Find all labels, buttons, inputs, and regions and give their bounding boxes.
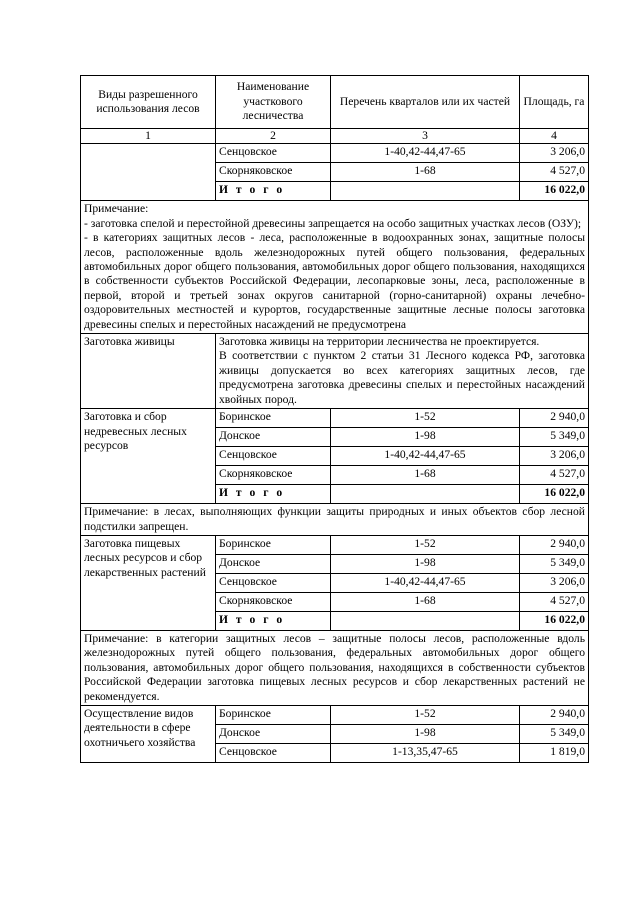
total-label: И т о г о [216, 485, 331, 504]
district-name: Донское [216, 428, 331, 447]
total-area: 16 022,0 [520, 611, 589, 630]
header-usage-type: Виды разрешенного использования лесов [81, 76, 216, 129]
table-row [81, 144, 589, 163]
district-name: Сенцовское [216, 573, 331, 592]
header-district-name: Наименование участкового лесничества [216, 76, 331, 129]
column-number: 4 [520, 129, 589, 144]
quarters: 1-98 [331, 554, 520, 573]
document-page [80, 75, 588, 763]
usage-type: Заготовка и сбор недревесных лесных ресурсов [81, 409, 216, 504]
total-label: И т о г о [216, 611, 331, 630]
area: 4 527,0 [520, 592, 589, 611]
district-name: Скорняковское [216, 466, 331, 485]
column-number: 3 [331, 129, 520, 144]
header-area: Площадь, га [520, 76, 589, 129]
area: 2 940,0 [520, 705, 589, 724]
area: 5 349,0 [520, 428, 589, 447]
note-line: - заготовка спелой и перестойной древесины запрещается на особо защитных участках лесов (ОЗУ); [84, 216, 582, 230]
quarters: 1-98 [331, 724, 520, 743]
district-name: Боринское [216, 535, 331, 554]
column-number: 2 [216, 129, 331, 144]
area: 2 940,0 [520, 409, 589, 428]
resin-row [81, 334, 589, 409]
usage-type: Осуществление видов деятельности в сфере охотничьего хозяйства [81, 705, 216, 762]
area: 4 527,0 [520, 163, 589, 182]
area: 5 349,0 [520, 724, 589, 743]
area: 5 349,0 [520, 554, 589, 573]
district-name: Донское [216, 554, 331, 573]
usage-type: Заготовка живицы [81, 334, 216, 409]
forest-use-table [80, 75, 589, 763]
note-row [81, 630, 589, 705]
total-area: 16 022,0 [520, 182, 589, 201]
note-food: Примечание: в категории защитных лесов – защитные полосы лесов, расположенные вдоль железнодорожных путей общего пользования, федеральных автомобильных дорог общего пользования, автомобильных дорог общего пользования, находящихся в собственности субъектов Российской Федерации заготовка пищевых лесных ресурсов и сбор лекарственных растений не рекомендуется. [81, 630, 589, 705]
quarters: 1-68 [331, 466, 520, 485]
table-header-row [81, 76, 589, 129]
quarters: 1-52 [331, 535, 520, 554]
note-row [81, 504, 589, 536]
area: 3 206,0 [520, 573, 589, 592]
district-name: Боринское [216, 705, 331, 724]
note-line: - в категориях защитных лесов - леса, расположенные в водоохранных зонах, защитные полосы лесов, расположенные вдоль железнодорожных путей общего пользования, федеральных автомобильных дорог общего пользования, автомобильных дорог общего пользования, находящихся в собственности субъектов Российской Федерации, лесопарковые зоны, леса, расположенные в первой, второй и третьей зонах округов санитарной (горно-санитарной) охраны лечебно-оздоровительных местностей и курортов, государственные защитные лесные полосы заготовка древесины спелых и перестойных насаждений не предусмотрена [84, 231, 585, 331]
header-quarters-list: Перечень кварталов или их частей [331, 76, 520, 129]
area: 2 940,0 [520, 535, 589, 554]
area: 4 527,0 [520, 466, 589, 485]
district-name: Донское [216, 724, 331, 743]
quarters: 1-98 [331, 428, 520, 447]
quarters: 1-13,35,47-65 [331, 743, 520, 762]
table-row [81, 535, 589, 554]
total-quarters-empty [331, 182, 520, 201]
table-row [81, 705, 589, 724]
note-felling [81, 201, 589, 334]
area: 1 819,0 [520, 743, 589, 762]
usage-type-cell-empty [81, 144, 216, 201]
total-label: И т о г о [216, 182, 331, 201]
resin-text: Заготовка живицы на территории лесничества не проектируется. [219, 335, 540, 349]
resin-description [216, 334, 589, 409]
total-quarters-empty [331, 485, 520, 504]
quarters: 1-68 [331, 163, 520, 182]
area: 3 206,0 [520, 144, 589, 163]
quarters: 1-40,42-44,47-65 [331, 144, 520, 163]
note-litter: Примечание: в лесах, выполняющих функции защиты природных и иных объектов сбор лесной подстилки запрещен. [81, 504, 589, 536]
area: 3 206,0 [520, 447, 589, 466]
resin-text: В соответствии с пунктом 2 статьи 31 Лесного кодекса РФ, заготовка живицы допускается во всех категориях защитных лесов, где предусмотрена заготовка древесины спелых и перестойных насаждений хвойных пород. [219, 349, 585, 406]
column-number-row [81, 129, 589, 144]
district-name: Боринское [216, 409, 331, 428]
district-name: Скорняковское [216, 163, 331, 182]
district-name: Сенцовское [216, 144, 331, 163]
usage-type: Заготовка пищевых лесных ресурсов и сбор лекарственных растений [81, 535, 216, 630]
note-title: Примечание: [84, 202, 149, 216]
quarters: 1-68 [331, 592, 520, 611]
total-area: 16 022,0 [520, 485, 589, 504]
column-number: 1 [81, 129, 216, 144]
note-row [81, 201, 589, 334]
table-row [81, 409, 589, 428]
quarters: 1-52 [331, 409, 520, 428]
total-quarters-empty [331, 611, 520, 630]
district-name: Сенцовское [216, 447, 331, 466]
district-name: Сенцовское [216, 743, 331, 762]
district-name: Скорняковское [216, 592, 331, 611]
quarters: 1-40,42-44,47-65 [331, 573, 520, 592]
quarters: 1-52 [331, 705, 520, 724]
quarters: 1-40,42-44,47-65 [331, 447, 520, 466]
